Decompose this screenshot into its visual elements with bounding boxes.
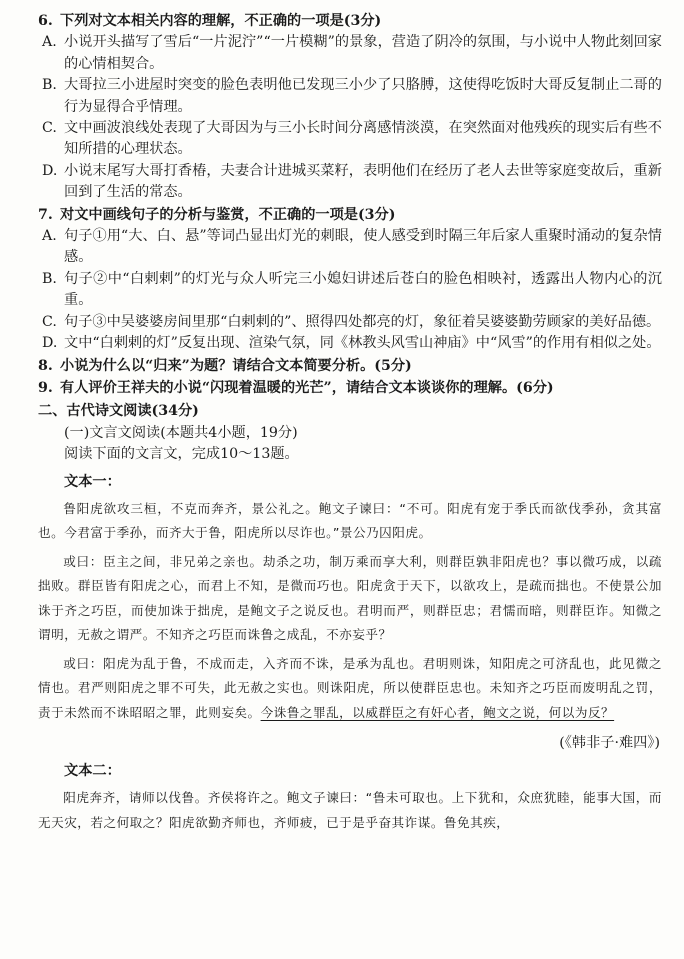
text1-paragraph-1: 鲁阳虎欲攻三桓，不克而奔齐，景公礼之。鲍文子谏曰：“不可。阳虎有宠于季氏而欲伐季孙，贪其富也。今君富于季孙，而齐大于鲁，阳虎所以尽诈也。”景公乃囚阳虎。 [38,500,662,541]
option-label: C. [42,313,57,330]
text2-paragraph-1: 阳虎奔齐，请师以伐鲁。齐侯将许之。鲍文子谏曰：“鲁未可取也。上下犹和，众庶犹睦，能事大国，而无天灾，若之何取之？阳虎欲勤齐师也，齐师疲，已于是乎奋其诈谋。鲁免其疾， [38,790,662,830]
reading-instruction: 阅读下面的文言文，完成10～13题。 [64,446,299,463]
question-stem: 小说为什么以“归来”为题？请结合文本简要分析。(5分) [60,357,412,374]
question-9 [38,378,662,399]
q7-option-b [38,269,662,312]
option-text: 句子①用“大、白、悬”等词凸显出灯光的刺眼，使人感受到时隔三年后家人重聚时涌动的复杂情感。 [64,228,662,266]
option-label: D. [42,162,58,179]
option-text: 大哥拉三小进屋时突变的脸色表明他已发现三小少了只胳膊，这使得吃饭时大哥反复制止二哥的行为显得合乎情理。 [64,77,662,115]
option-text: 句子②中“白剌剌”的灯光与众人听完三小媳妇讲述后苍白的脸色相映衬，透露出人物内心的沉重。 [64,270,662,309]
q6-option-b [38,75,662,118]
option-label: C. [42,120,57,137]
option-label: B. [42,77,57,94]
exam-page [38,10,662,835]
option-label: D. [42,335,58,352]
option-label: B. [42,270,57,287]
option-text: 文中画波浪线处表现了大哥因为与三小长时间分离感情淡漠，在突然面对他残疾的现实后有些不知所措的心理状态。 [64,120,662,158]
option-text: 小说末尾写大哥打香椿，夫妻合计进城买菜籽，表明他们在经历了老人去世等家庭变故后，重新回到了生活的常态。 [64,162,662,201]
question-number: 7. [38,206,53,223]
question-number: 8. [38,357,53,374]
q6-option-c [38,118,662,161]
question-stem: 对文中画线句子的分析与鉴赏，不正确的一项是(3分) [60,206,396,223]
question-stem: 有人评价王祥夫的小说“闪现着温暖的光芒”，请结合文本谈谈你的理解。(6分) [60,379,554,396]
q6-option-d [38,161,662,204]
q7-option-c [38,312,662,333]
q7-option-a [38,226,662,269]
q7-option-d [38,333,662,354]
option-text: 小说开头描写了雪后“一片泥泞”“一片模糊”的景象，营造了阴冷的氛围，与小说中人物此刻回家的心情相契合。 [64,34,662,72]
text2-label: 文本二： [64,762,121,779]
subsection-title: (一)文言文阅读(本题共4小题，19分) [64,424,298,441]
section-title: 二、古代诗文阅读(34分) [38,403,199,420]
question-number: 6. [38,13,53,29]
option-text: 句子③中吴婆婆房间里那“白剌剌的”、照得四处都亮的灯，象征着吴婆婆勤劳顾家的美好品德。 [64,313,661,330]
text1-paragraph-2: 或曰：臣主之间，非兄弟之亲也。劫杀之功，制万乘而享大利，则群臣孰非阳虎也？事以微巧成，以疏拙败。群臣皆有阳虎之心，而君上不知，是微而巧也。阳虎贪于天下，以欲攻上，是疏而拙也。不使景公加诛于齐之巧臣，而使加诛于拙虎，是鲍文子之说反也。君明而严，则群臣忠；君懦而暗，则群臣诈。知微之谓明，无赦之谓严。不知齐之巧臣而诛鲁之成乱，不亦妄乎？ [38,553,662,643]
question-stem: 下列对文本相关内容的理解，不正确的一项是(3分) [60,13,382,29]
option-label: A. [42,228,57,245]
question-6 [38,11,662,32]
option-text: 文中“白剌剌的灯”反复出现、渲染气氛，同《林教头风雪山神庙》中“风雪”的作用有相似之处。 [64,335,661,352]
paragraph-text: 或曰：阳虎为乱于鲁，不成而走，入齐而不诛，是承为乱也。君明则诛，知阳虎之可济乱也，此见微之情也。君严则阳虎之罪不可失，此无赦之实也。则诛阳虎，所以使群臣忠也。未知齐之巧臣而废明乱之罚，责于未然而不诛昭昭之罪，此则妄矣。 [38,655,662,720]
q6-option-a [38,32,662,75]
text1-paragraph-3 [38,652,662,726]
question-number: 9. [38,379,53,396]
question-8 [38,356,662,377]
source-citation: (《韩非子·难四》) [559,735,660,752]
question-7 [38,205,662,226]
underlined-sentence: 今诛鲁之罪乱，以威群臣之有奸心者，鲍文之说，何以为反？ [260,704,615,720]
text1-label: 文本一： [64,473,121,490]
option-label: A. [42,34,57,51]
